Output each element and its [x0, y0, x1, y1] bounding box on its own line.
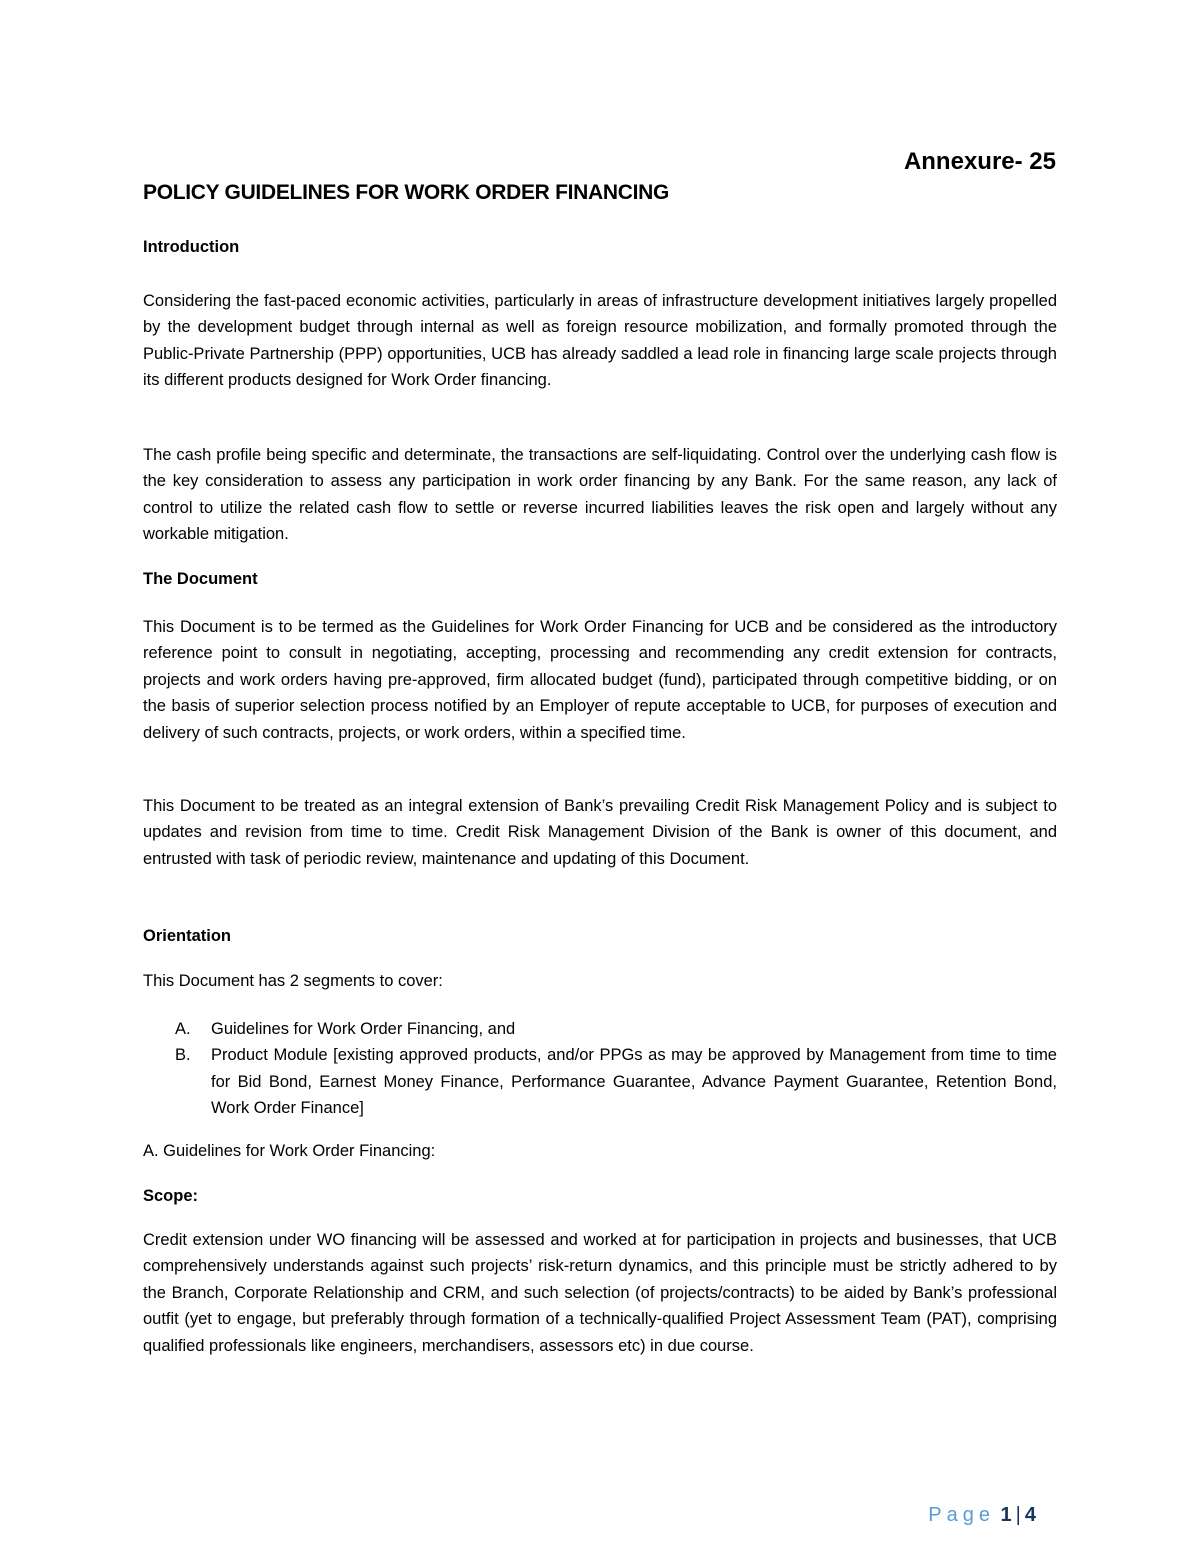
paragraph-text: Credit extension under WO financing will be assessed and worked at for participation in projects and businesses, that UCB comprehensively understands against such projects’ risk-return dynamics, and this principle must be strictly adhered to by the Branch, Corporate Relationship and CRM, and such selection (of projects/contracts) to be aided by Bank’s professional outfit (yet to engage, but preferably through formation of a technically-qualified Project Assessment Team (PAT), comprising qualified professionals like engineers, merchandisers, assessors etc) in due course.: [143, 1231, 1057, 1355]
section-a-heading: A. Guidelines for Work Order Financing:: [143, 1142, 436, 1160]
orientation-list: [143, 1016, 1057, 1122]
page-word: Page: [928, 1504, 995, 1526]
list-marker: A.: [175, 1020, 191, 1038]
document-section-heading: The Document: [143, 570, 258, 588]
list-item-text: Product Module [existing approved products, and/or PPGs as may be approved by Management from time to time for Bid Bond, Earnest Money Finance, Performance Guarantee, Advance Payment Guarantee, Retention Bond, Work Order Finance]: [211, 1046, 1057, 1118]
paragraph-text: This Document to be treated as an integral extension of Bank’s prevailing Credit Risk Management Policy and is subject to updates and revision from time to time. Credit Risk Management Division of the Bank is owner of this document, and entrusted with task of periodic review, maintenance and updating of this Document.: [143, 797, 1057, 868]
page-total: 4: [1024, 1504, 1036, 1526]
document-paragraph-2: [143, 793, 1057, 872]
orientation-intro: This Document has 2 segments to cover:: [143, 972, 443, 990]
introduction-paragraph-1: [143, 288, 1057, 394]
page-number-footer: [928, 1504, 1036, 1527]
list-item-text: Guidelines for Work Order Financing, and: [211, 1020, 516, 1038]
list-item: [143, 1016, 1057, 1042]
document-title: POLICY GUIDELINES FOR WORK ORDER FINANCING: [143, 181, 670, 204]
introduction-paragraph-2: [143, 442, 1057, 548]
paragraph-text: Considering the fast-paced economic activities, particularly in areas of infrastructure development initiatives largely propelled by the development budget through internal as well as foreign resource mobilization, and formally promoted through the Public-Private Partnership (PPP) opportunities, UCB has already saddled a lead role in financing large scale projects through its different products designed for Work Order financing.: [143, 292, 1057, 390]
orientation-heading: Orientation: [143, 927, 232, 945]
page-current: 1: [1000, 1504, 1012, 1526]
list-item: [143, 1042, 1057, 1121]
annexure-label: Annexure- 25: [903, 148, 1056, 175]
introduction-heading: Introduction: [143, 238, 240, 256]
list-marker: B.: [175, 1046, 191, 1065]
document-paragraph-1: [143, 614, 1057, 746]
page-separator: |: [1015, 1504, 1021, 1526]
scope-heading: Scope:: [143, 1187, 199, 1205]
paragraph-text: This Document is to be termed as the Guidelines for Work Order Financing for UCB and be considered as the introductory reference point to consult in negotiating, accepting, processing and recommending any credit extension for contracts, projects and work orders having pre-approved, firm allocated budget (fund), participated through competitive bidding, or on the basis of superior selection process notified by an Employer of repute acceptable to UCB, for purposes of execution and delivery of such contracts, projects, or work orders, within a specified time.: [143, 618, 1057, 742]
scope-paragraph: [143, 1227, 1057, 1359]
paragraph-text: The cash profile being specific and determinate, the transactions are self-liquidating. Control over the underlying cash flow is the key consideration to assess any participation in work order financing by any Bank. For the same reason, any lack of control to utilize the related cash flow to settle or reverse incurred liabilities leaves the risk open and largely without any workable mitigation.: [143, 446, 1057, 544]
